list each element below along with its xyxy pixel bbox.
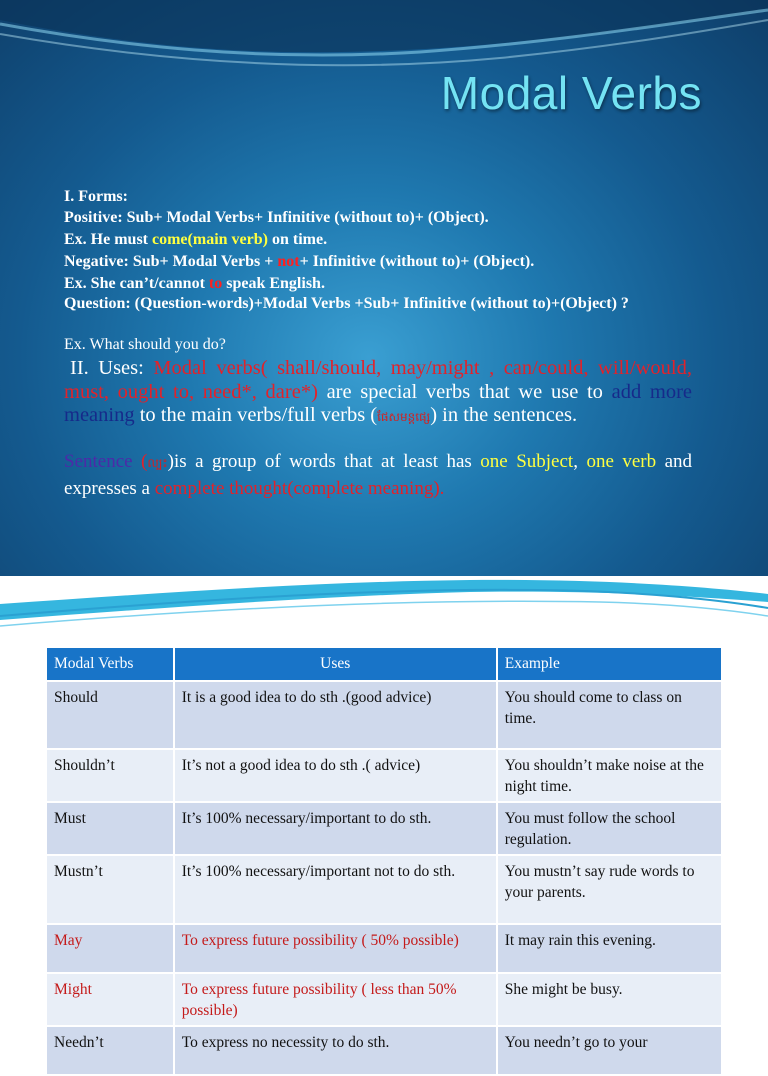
cell-example: You should come to class on time. — [497, 681, 722, 749]
cell-use: To express future possibility ( 50% possible) — [174, 924, 497, 973]
cell-modal: Shouldn’t — [46, 749, 174, 802]
header-modal-verbs: Modal Verbs — [46, 647, 174, 681]
header-uses: Uses — [174, 647, 497, 681]
cell-example: You mustn’t say rude words to your parents. — [497, 855, 722, 924]
modal-verbs-table — [45, 646, 723, 1076]
cell-use: It’s not a good idea to do sth .( advice) — [174, 749, 497, 802]
cell-example: She might be busy. — [497, 973, 722, 1026]
header-example: Example — [497, 647, 722, 681]
table-header-row — [46, 647, 722, 681]
cell-example: You must follow the school regulation. — [497, 802, 722, 855]
table-row — [46, 924, 722, 973]
negative-form: Negative: Sub+ Modal Verbs + not+ Infinitive (without to)+ (Object). — [64, 253, 535, 270]
cell-use: To express future possibility ( less than 50% possible) — [174, 973, 497, 1026]
example-question: Ex. What should you do? — [64, 336, 226, 353]
cell-use: It is a good idea to do sth .(good advice) — [174, 681, 497, 749]
cell-modal: Might — [46, 973, 174, 1026]
table-row — [46, 1026, 722, 1075]
table-row — [46, 973, 722, 1026]
table-row — [46, 681, 722, 749]
cell-example: You needn’t go to your — [497, 1026, 722, 1075]
forms-heading: I. Forms: — [64, 188, 128, 205]
question-form: Question: (Question-words)+Modal Verbs +Sub+ Infinitive (without to)+(Object) ? — [64, 295, 629, 312]
cell-use: It’s 100% necessary/important not to do sth. — [174, 855, 497, 924]
slide-modal-verbs-table — [0, 576, 768, 1051]
table-row — [46, 802, 722, 855]
cell-modal: Must — [46, 802, 174, 855]
slide-title: Modal Verbs — [440, 67, 702, 119]
sentence-definition: Sentence (ល្បះ)is a group of words that at least has one Subject, one verb and expresses a complete thought(complete meaning). — [64, 451, 693, 499]
table-row — [46, 749, 722, 802]
slide2-wave-decoration — [0, 576, 768, 640]
example-negative: Ex. She can’t/cannot to speak English. — [64, 275, 325, 292]
cell-modal: Should — [46, 681, 174, 749]
table-row — [46, 855, 722, 924]
uses-label: II. Uses: — [70, 357, 144, 379]
cell-modal: May — [46, 924, 174, 973]
cell-modal: Mustn’t — [46, 855, 174, 924]
cell-use: To express no necessity to do sth. — [174, 1026, 497, 1075]
cell-example: You shouldn’t make noise at the night time. — [497, 749, 722, 802]
cell-use: It’s 100% necessary/important to do sth. — [174, 802, 497, 855]
cell-example: It may rain this evening. — [497, 924, 722, 973]
cell-modal: Needn’t — [46, 1026, 174, 1075]
positive-form: Positive: Sub+ Modal Verbs+ Infinitive (without to)+ (Object). — [64, 209, 489, 226]
example-positive: Ex. He must come(main verb) on time. — [64, 231, 328, 248]
uses-paragraph: II. Uses: Modal verbs( shall/should, may/might , can/could, will/would, must, ought to, need*, dare*) are special verbs that we use to add more meaning to the main verbs/full verbs (ផែសមន្តផ្សេ) in the sentences. — [64, 357, 692, 426]
